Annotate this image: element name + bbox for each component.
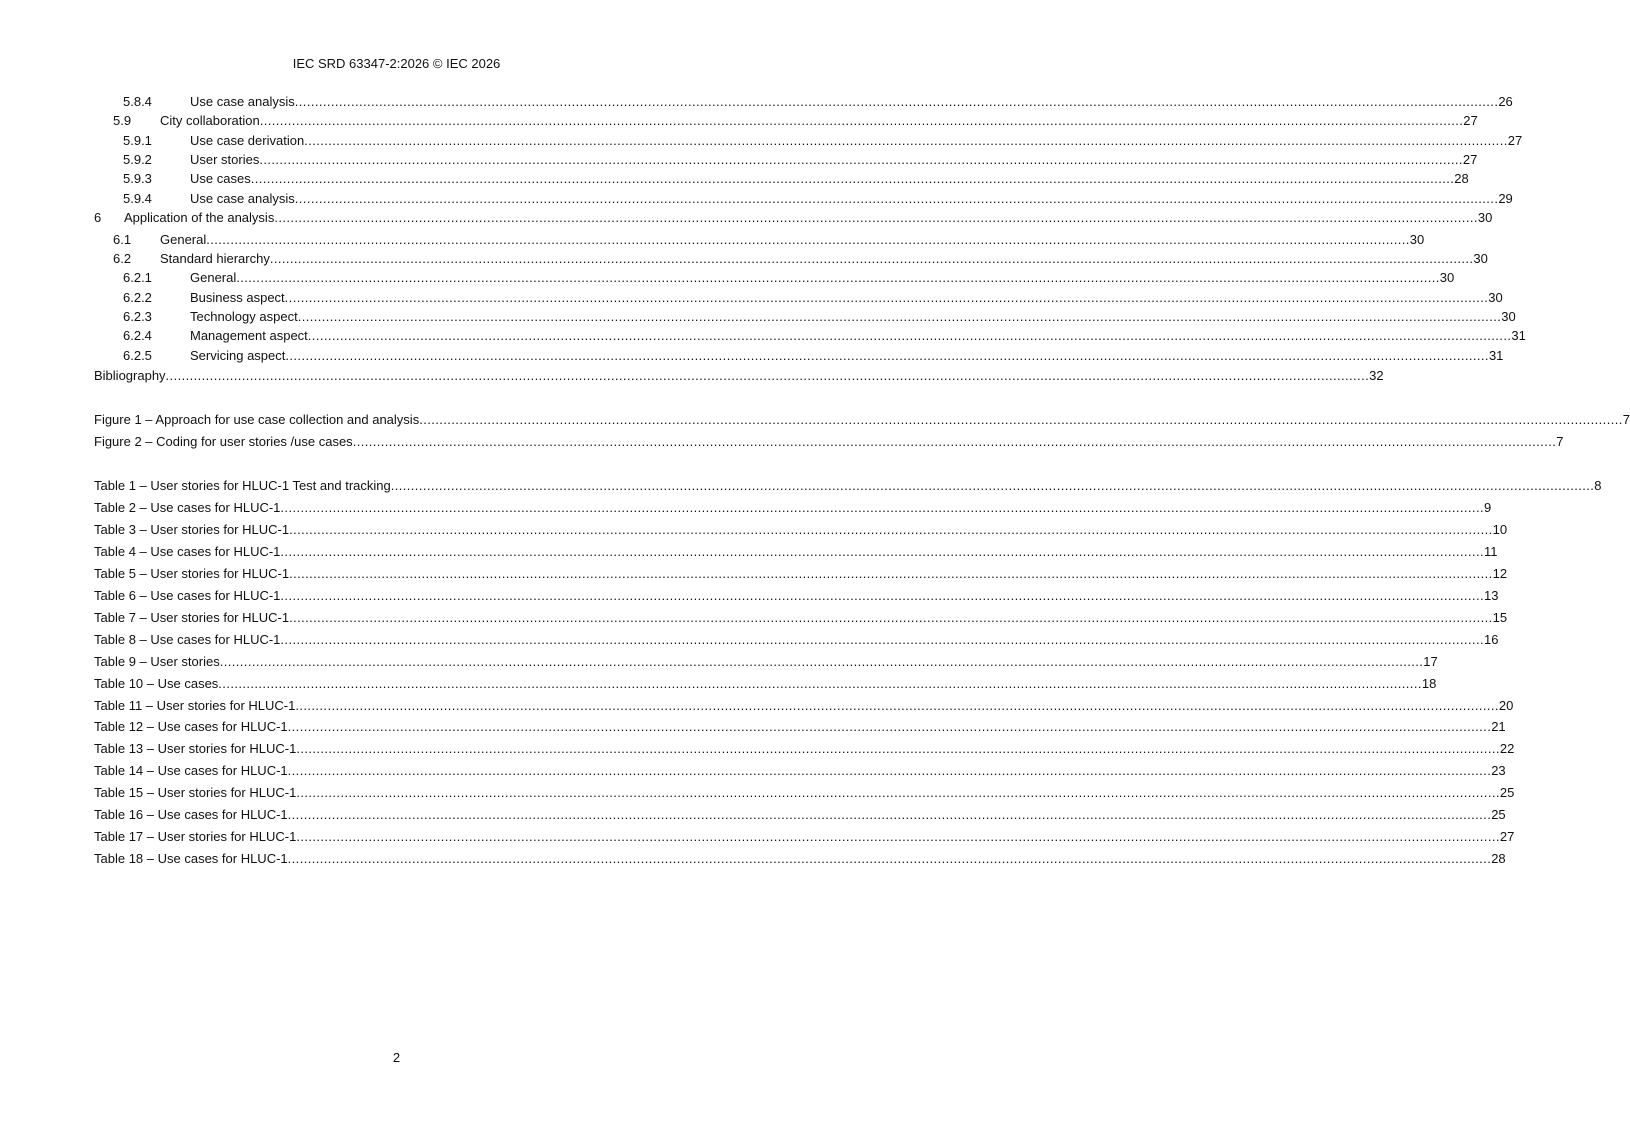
entry-title: Table 8 – Use cases for HLUC-1	[94, 631, 281, 647]
toc-entry[interactable]	[94, 368, 1384, 384]
dot-leader: ............................................................................................................................................................................................................................................................................................................	[287, 763, 1492, 779]
entry-page: 30	[1477, 210, 1493, 225]
entry-title: Table 13 – User stories for HLUC-1	[94, 741, 297, 757]
dot-leader: ............................................................................................................................................................................................................................................................................................................	[390, 478, 1595, 493]
entry-title: Table 12 – Use cases for HLUC-1	[94, 719, 288, 735]
table-entry[interactable]	[94, 829, 1515, 845]
page-number: 2	[392, 1050, 401, 1065]
dot-leader: ............................................................................................................................................................................................................................................................................................................	[295, 697, 1499, 713]
toc-entry[interactable]	[94, 152, 1478, 168]
toc-entry[interactable]	[94, 290, 1503, 306]
entry-title: Table 4 – Use cases for HLUC-1	[94, 543, 281, 559]
entry-page: 7	[1622, 412, 1630, 427]
entry-page: 23	[1491, 763, 1506, 779]
entry-page: 15	[1492, 609, 1508, 625]
entry-page: 27	[1507, 133, 1523, 148]
entry-number: 6	[94, 210, 102, 225]
table-entry[interactable]	[94, 565, 1508, 582]
entry-number: 6.2.3	[123, 309, 152, 324]
entry-page: 27	[1462, 152, 1478, 167]
entry-page: 16	[1483, 631, 1499, 647]
table-entry[interactable]	[94, 631, 1499, 648]
entry-page: 21	[1491, 719, 1506, 735]
entry-title: Table 3 – User stories for HLUC-1	[94, 521, 290, 537]
dot-leader: ............................................................................................................................................................................................................................................................................................................	[280, 499, 1484, 515]
dot-leader: ............................................................................................................................................................................................................................................................................................................	[289, 609, 1493, 625]
entry-title: Standard hierarchy	[160, 251, 270, 266]
toc-entry[interactable]	[94, 113, 1478, 129]
entry-number: 6.2.2	[123, 290, 152, 305]
entry-number: 6.2.1	[123, 270, 152, 285]
entry-title: Table 17 – User stories for HLUC-1	[94, 829, 297, 845]
entry-page: 18	[1421, 675, 1437, 691]
dot-leader: ............................................................................................................................................................................................................................................................................................................	[287, 851, 1492, 867]
entry-number: 5.9.3	[123, 171, 152, 186]
entry-title: Figure 1 – Approach for use case collection and analysis	[94, 412, 420, 427]
entry-title: Table 16 – Use cases for HLUC-1	[94, 807, 288, 823]
entry-title: General	[190, 270, 237, 285]
dot-leader: ............................................................................................................................................................................................................................................................................................................	[297, 309, 1502, 324]
entry-title: Business aspect	[190, 290, 285, 305]
entry-page: 30	[1473, 251, 1488, 266]
dot-leader: ............................................................................................................................................................................................................................................................................................................	[280, 587, 1484, 603]
entry-title: User stories	[190, 152, 260, 167]
entry-page: 25	[1499, 785, 1515, 801]
entry-page: 31	[1488, 348, 1504, 363]
entry-page: 22	[1499, 741, 1515, 757]
entry-title: Table 1 – User stories for HLUC-1 Test and tracking	[94, 478, 391, 493]
entry-number: 6.2	[113, 251, 132, 266]
entry-number: 5.9.1	[123, 133, 152, 148]
entry-page: 10	[1492, 521, 1508, 537]
dot-leader: ............................................................................................................................................................................................................................................................................................................	[419, 412, 1623, 427]
toc-entry[interactable]	[94, 348, 1504, 364]
toc-entry[interactable]	[94, 270, 1455, 286]
entry-page: 12	[1492, 565, 1508, 581]
dot-leader: ............................................................................................................................................................................................................................................................................................................	[280, 631, 1484, 647]
entry-page: 30	[1439, 270, 1455, 285]
entry-page: 27	[1499, 829, 1515, 845]
toc-entry[interactable]	[94, 133, 1523, 149]
entry-page: 20	[1498, 697, 1514, 713]
entry-title: Bibliography	[94, 368, 166, 383]
entry-page: 31	[1511, 328, 1526, 343]
dot-leader: ............................................................................................................................................................................................................................................................................................................	[289, 521, 1493, 537]
entry-page: 30	[1488, 290, 1503, 305]
dot-leader: ............................................................................................................................................................................................................................................................................................................	[274, 210, 1478, 225]
entry-number: 6.2.5	[123, 348, 152, 363]
table-entry[interactable]	[94, 763, 1506, 779]
entry-number: 5.9.4	[123, 191, 152, 206]
table-entry[interactable]	[94, 741, 1515, 757]
dot-leader: ............................................................................................................................................................................................................................................................................................................	[307, 328, 1512, 343]
entry-number: 6.2.4	[123, 328, 152, 343]
table-entry[interactable]	[94, 675, 1437, 692]
table-entry[interactable]	[94, 543, 1498, 560]
table-entry[interactable]	[94, 719, 1506, 735]
toc-entry[interactable]	[94, 210, 1493, 226]
toc-entry[interactable]	[94, 328, 1526, 344]
entry-page: 28	[1454, 171, 1469, 186]
figure-entry[interactable]	[94, 434, 1564, 450]
page-header: IEC SRD 63347-2:2026 © IEC 2026	[292, 56, 501, 71]
entry-number: 6.1	[113, 232, 132, 247]
entry-title: Table 6 – Use cases for HLUC-1	[94, 587, 281, 603]
dot-leader: ............................................................................................................................................................................................................................................................................................................	[280, 543, 1484, 559]
dot-leader: ............................................................................................................................................................................................................................................................................................................	[165, 368, 1370, 383]
entry-page: 13	[1483, 587, 1499, 603]
entry-title: Management aspect	[190, 328, 308, 343]
dot-leader: ............................................................................................................................................................................................................................................................................................................	[250, 171, 1455, 186]
dot-leader: ............................................................................................................................................................................................................................................................................................................	[304, 133, 1508, 148]
table-entry[interactable]	[94, 499, 1492, 516]
toc-entry[interactable]	[94, 232, 1425, 248]
entry-title: Table 14 – Use cases for HLUC-1	[94, 763, 288, 779]
entry-title: General	[160, 232, 207, 247]
entry-title: Table 10 – Use cases	[94, 675, 219, 691]
entry-page: 25	[1491, 807, 1506, 823]
entry-page: 17	[1423, 653, 1438, 669]
entry-page: 32	[1369, 368, 1384, 383]
entry-title: City collaboration	[160, 113, 260, 128]
toc-entry[interactable]	[94, 191, 1513, 207]
entry-title: Table 11 – User stories for HLUC-1	[94, 697, 296, 713]
dot-leader: ............................................................................................................................................................................................................................................................................................................	[287, 719, 1492, 735]
table-entry[interactable]	[94, 609, 1508, 626]
entry-number: 5.9	[113, 113, 132, 128]
entry-page: 9	[1483, 499, 1492, 515]
dot-leader: ............................................................................................................................................................................................................................................................................................................	[206, 232, 1410, 247]
entry-title: Technology aspect	[190, 309, 298, 324]
table-entry[interactable]	[94, 851, 1506, 867]
entry-title: Use case derivation	[190, 133, 305, 148]
figure-entry[interactable]	[94, 412, 1630, 428]
dot-leader: ............................................................................................................................................................................................................................................................................................................	[285, 348, 1489, 363]
entry-page: 27	[1463, 113, 1478, 128]
table-entry[interactable]	[94, 807, 1506, 823]
entry-title: Figure 2 – Coding for user stories /use cases	[94, 434, 353, 449]
table-entry[interactable]	[94, 697, 1514, 714]
toc-entry[interactable]	[94, 171, 1469, 187]
dot-leader: ............................................................................................................................................................................................................................................................................................................	[352, 434, 1557, 449]
entry-number: 5.9.2	[123, 152, 152, 167]
entry-title: Table 7 – User stories for HLUC-1	[94, 609, 290, 625]
dot-leader: ............................................................................................................................................................................................................................................................................................................	[236, 270, 1440, 285]
table-entry[interactable]	[94, 653, 1438, 670]
dot-leader: ............................................................................................................................................................................................................................................................................................................	[259, 113, 1464, 128]
entry-title: Use cases	[190, 171, 251, 186]
entry-title: Table 9 – User stories	[94, 653, 220, 669]
entry-number: 5.8.4	[123, 94, 152, 109]
dot-leader: ............................................................................................................................................................................................................................................................................................................	[289, 565, 1493, 581]
dot-leader: ............................................................................................................................................................................................................................................................................................................	[296, 741, 1500, 757]
dot-leader: ............................................................................................................................................................................................................................................................................................................	[269, 251, 1474, 266]
toc-entry[interactable]	[94, 309, 1516, 325]
dot-leader: ............................................................................................................................................................................................................................................................................................................	[287, 807, 1492, 823]
entry-page: 30	[1501, 309, 1516, 324]
entry-page: 26	[1498, 94, 1513, 109]
entry-page: 28	[1491, 851, 1506, 867]
table-entry[interactable]	[94, 785, 1515, 801]
dot-leader: ............................................................................................................................................................................................................................................................................................................	[296, 785, 1500, 801]
entry-page: 8	[1594, 478, 1602, 493]
dot-leader: ............................................................................................................................................................................................................................................................................................................	[259, 152, 1463, 167]
entry-title: Use case analysis	[190, 94, 295, 109]
entry-title: Table 2 – Use cases for HLUC-1	[94, 499, 281, 515]
entry-title: Table 15 – User stories for HLUC-1	[94, 785, 297, 801]
entry-title: Table 5 – User stories for HLUC-1	[94, 565, 290, 581]
dot-leader: ............................................................................................................................................................................................................................................................................................................	[284, 290, 1489, 305]
toc-entry[interactable]	[94, 94, 1513, 110]
dot-leader: ............................................................................................................................................................................................................................................................................................................	[219, 653, 1424, 669]
entry-title: Servicing aspect	[190, 348, 286, 363]
dot-leader: ............................................................................................................................................................................................................................................................................................................	[294, 191, 1499, 206]
entry-title: Use case analysis	[190, 191, 295, 206]
entry-page: 7	[1556, 434, 1564, 449]
dot-leader: ............................................................................................................................................................................................................................................................................................................	[218, 675, 1422, 691]
entry-title: Table 18 – Use cases for HLUC-1	[94, 851, 288, 867]
dot-leader: ............................................................................................................................................................................................................................................................................................................	[294, 94, 1499, 109]
dot-leader: ............................................................................................................................................................................................................................................................................................................	[296, 829, 1500, 845]
entry-title: Application of the analysis	[124, 210, 275, 225]
toc-entry[interactable]	[94, 251, 1488, 267]
entry-page: 30	[1409, 232, 1425, 247]
table-entry[interactable]	[94, 587, 1499, 604]
entry-page: 11	[1483, 543, 1498, 559]
entry-page: 29	[1498, 191, 1513, 206]
table-entry[interactable]	[94, 521, 1508, 538]
table-entry[interactable]	[94, 478, 1602, 494]
